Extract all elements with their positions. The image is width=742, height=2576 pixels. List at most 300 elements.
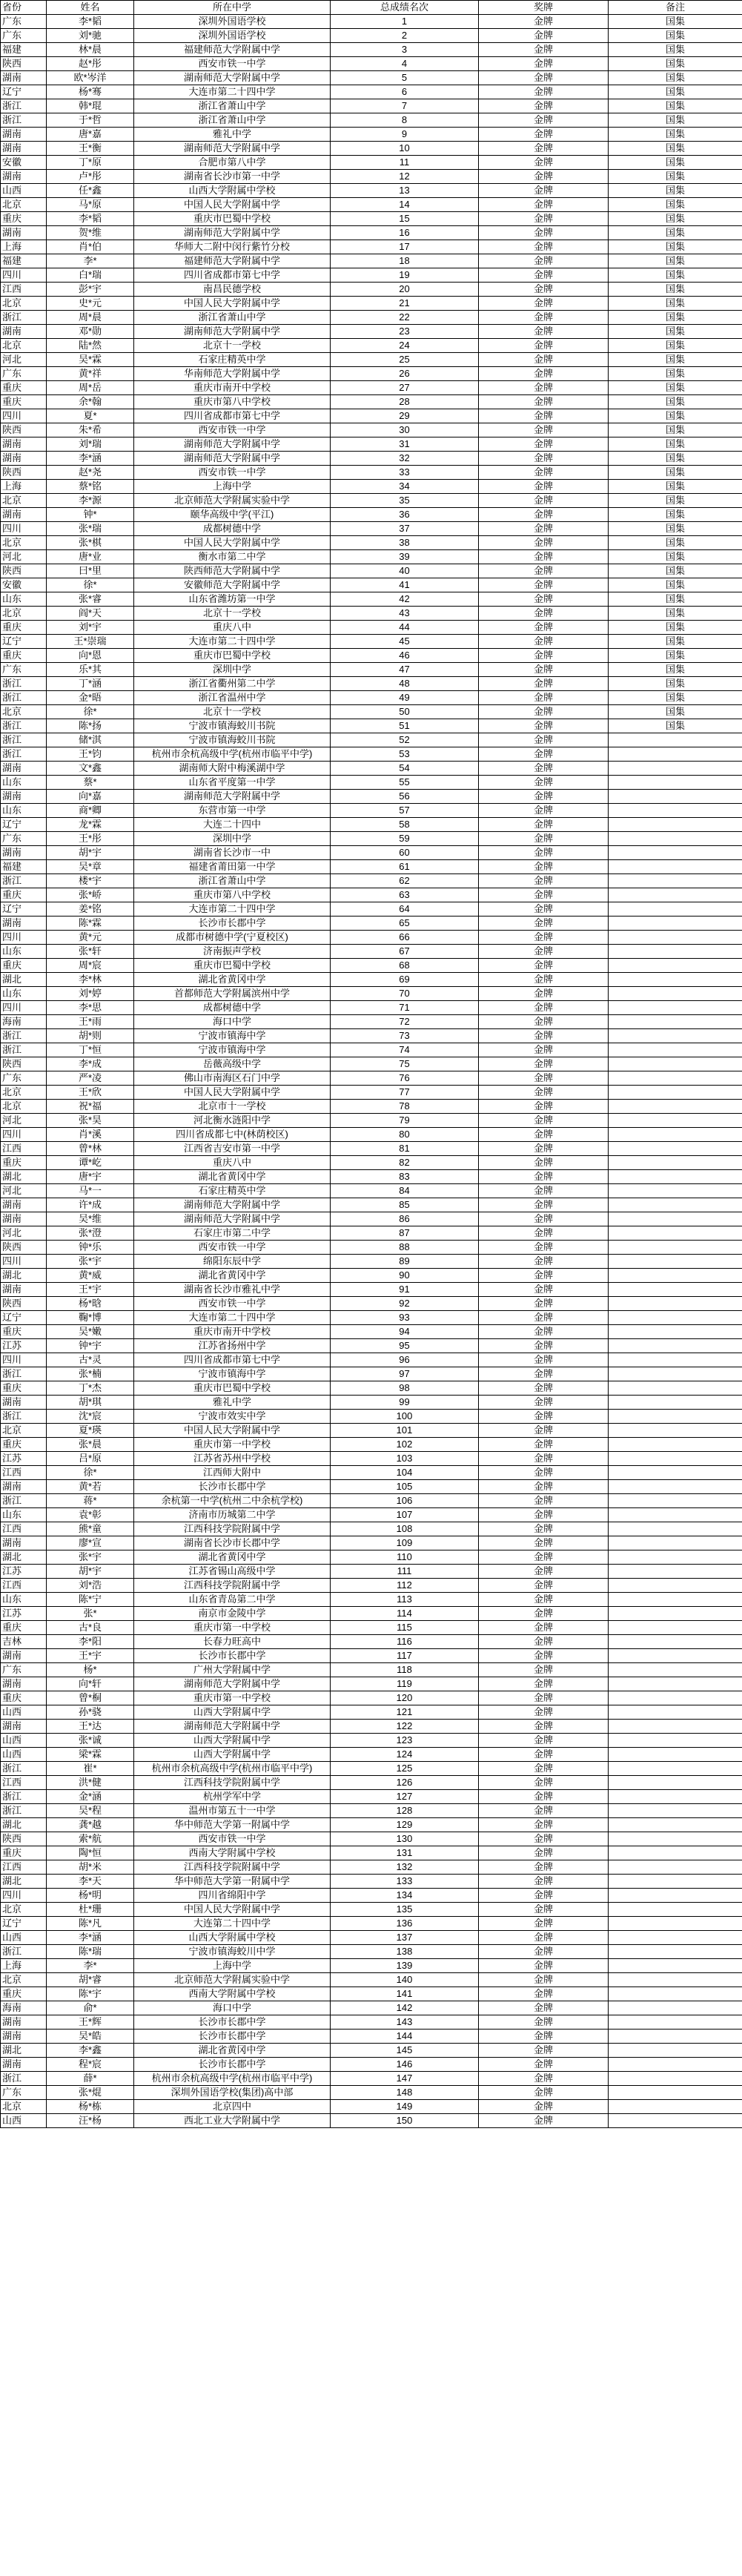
table-row (1, 1691, 742, 1705)
cell-medal: 金牌 (479, 1945, 609, 1959)
cell-rank: 86 (331, 1212, 479, 1226)
cell-province: 河北 (1, 1184, 47, 1198)
cell-rank: 63 (331, 888, 479, 902)
cell-rank: 87 (331, 1226, 479, 1241)
cell-note (609, 1550, 742, 1565)
cell-school: 海口中学 (134, 2001, 331, 2015)
table-row (1, 1226, 742, 1241)
table-row (1, 1480, 742, 1494)
cell-medal: 金牌 (479, 85, 609, 99)
cell-rank: 148 (331, 2086, 479, 2100)
cell-rank: 113 (331, 1593, 479, 1607)
cell-rank: 76 (331, 1071, 479, 1086)
cell-name: 袁*彰 (47, 1508, 134, 1522)
cell-province: 重庆 (1, 212, 47, 226)
cell-rank: 90 (331, 1269, 479, 1283)
cell-note (609, 1212, 742, 1226)
cell-rank: 35 (331, 494, 479, 508)
cell-school: 湖南省长沙市雅礼中学 (134, 1283, 331, 1297)
cell-rank: 45 (331, 635, 479, 649)
cell-medal: 金牌 (479, 804, 609, 818)
cell-school: 江西省吉安市第一中学 (134, 1142, 331, 1156)
cell-note: 国集 (609, 649, 742, 663)
cell-school: 西安市铁一中学 (134, 1832, 331, 1846)
cell-school: 杭州市余杭高级中学(杭州市临平中学) (134, 747, 331, 762)
cell-school: 宁波市效实中学 (134, 1410, 331, 1424)
cell-medal: 金牌 (479, 1410, 609, 1424)
cell-rank: 145 (331, 2044, 479, 2058)
cell-note (609, 1128, 742, 1142)
cell-medal: 金牌 (479, 790, 609, 804)
cell-note (609, 1931, 742, 1945)
cell-school: 广州大学附属中学 (134, 1663, 331, 1677)
cell-note (609, 1959, 742, 1973)
cell-province: 福建 (1, 43, 47, 57)
table-row (1, 1917, 742, 1931)
table-row (1, 1959, 742, 1973)
cell-medal: 金牌 (479, 564, 609, 578)
cell-medal: 金牌 (479, 578, 609, 592)
table-row (1, 762, 742, 776)
cell-name: 钟*宇 (47, 1339, 134, 1353)
cell-province: 湖北 (1, 1170, 47, 1184)
cell-rank: 73 (331, 1029, 479, 1043)
cell-province: 浙江 (1, 113, 47, 128)
cell-note (609, 1015, 742, 1029)
cell-rank: 114 (331, 1607, 479, 1621)
cell-name: 梁*霖 (47, 1748, 134, 1762)
cell-medal: 金牌 (479, 1339, 609, 1353)
cell-province: 山东 (1, 987, 47, 1001)
cell-name: 王*宇 (47, 1649, 134, 1663)
cell-rank: 9 (331, 128, 479, 142)
cell-note (609, 2086, 742, 2100)
cell-province: 广东 (1, 1663, 47, 1677)
cell-school: 浙江省萧山中学 (134, 874, 331, 888)
cell-school: 浙江省萧山中学 (134, 99, 331, 113)
cell-name: 肖*伯 (47, 240, 134, 254)
cell-school: 北京四中 (134, 2100, 331, 2114)
cell-medal: 金牌 (479, 1734, 609, 1748)
cell-rank: 143 (331, 2015, 479, 2030)
cell-province: 湖南 (1, 2058, 47, 2072)
cell-rank: 49 (331, 691, 479, 705)
cell-school: 山西大学附属中学 (134, 1748, 331, 1762)
cell-note (609, 2030, 742, 2044)
cell-rank: 13 (331, 184, 479, 198)
cell-name: 曾*桐 (47, 1691, 134, 1705)
cell-name: 向*嘉 (47, 790, 134, 804)
cell-medal: 金牌 (479, 339, 609, 353)
cell-medal: 金牌 (479, 1973, 609, 1987)
cell-note (609, 1198, 742, 1212)
cell-province: 上海 (1, 480, 47, 494)
table-row (1, 578, 742, 592)
cell-name: 胡*琪 (47, 1396, 134, 1410)
cell-school: 大连市第二十四中学 (134, 635, 331, 649)
cell-note: 国集 (609, 691, 742, 705)
cell-note (609, 2058, 742, 2072)
cell-name: 鞠*博 (47, 1311, 134, 1325)
cell-rank: 84 (331, 1184, 479, 1198)
cell-rank: 5 (331, 71, 479, 85)
cell-medal: 金牌 (479, 1198, 609, 1212)
cell-note (609, 1875, 742, 1889)
cell-note: 国集 (609, 268, 742, 283)
cell-province: 浙江 (1, 1494, 47, 1508)
cell-medal: 金牌 (479, 1071, 609, 1086)
cell-province: 北京 (1, 297, 47, 311)
cell-school: 福建省莆田第一中学 (134, 860, 331, 874)
cell-name: 赵*彤 (47, 57, 134, 71)
cell-name: 李*成 (47, 1057, 134, 1071)
cell-school: 深圳中学 (134, 832, 331, 846)
cell-note (609, 987, 742, 1001)
cell-note (609, 2001, 742, 2015)
cell-name: 乐*其 (47, 663, 134, 677)
cell-rank: 135 (331, 1903, 479, 1917)
cell-name: 龙*霖 (47, 818, 134, 832)
cell-name: 胡*睿 (47, 1973, 134, 1987)
table-row (1, 1734, 742, 1748)
cell-note: 国集 (609, 381, 742, 395)
cell-province: 江西 (1, 1466, 47, 1480)
table-row (1, 1001, 742, 1015)
cell-note (609, 818, 742, 832)
table-row (1, 1607, 742, 1621)
cell-note (609, 1889, 742, 1903)
cell-medal: 金牌 (479, 931, 609, 945)
cell-rank: 116 (331, 1635, 479, 1649)
table-row (1, 1790, 742, 1804)
cell-note (609, 1367, 742, 1381)
table-row (1, 1100, 742, 1114)
cell-school: 北京师范大学附属实验中学 (134, 494, 331, 508)
table-row (1, 1438, 742, 1452)
cell-province: 江苏 (1, 1607, 47, 1621)
table-row (1, 846, 742, 860)
cell-name: 古*灵 (47, 1353, 134, 1367)
cell-name: 李*思 (47, 1001, 134, 1015)
cell-province: 浙江 (1, 99, 47, 113)
cell-name: 李* (47, 1959, 134, 1973)
cell-province: 重庆 (1, 621, 47, 635)
cell-note: 国集 (609, 142, 742, 156)
cell-rank: 23 (331, 325, 479, 339)
cell-school: 宁波市镇海中学 (134, 1043, 331, 1057)
table-row (1, 1860, 742, 1875)
cell-name: 陈*宁 (47, 1593, 134, 1607)
cell-school: 长沙市长郡中学 (134, 2058, 331, 2072)
cell-rank: 132 (331, 1860, 479, 1875)
cell-note (609, 917, 742, 931)
table-row (1, 15, 742, 29)
cell-province: 浙江 (1, 719, 47, 733)
cell-rank: 119 (331, 1677, 479, 1691)
results-table-body (1, 1, 742, 2128)
cell-school: 北京十一学校 (134, 339, 331, 353)
table-row (1, 607, 742, 621)
cell-school: 湖北省黄冈中学 (134, 1269, 331, 1283)
table-row (1, 1720, 742, 1734)
cell-name: 吴*维 (47, 1212, 134, 1226)
cell-note (609, 1043, 742, 1057)
cell-school: 四川省成都市第七中学 (134, 409, 331, 423)
cell-school: 江西科技学院附属中学 (134, 1860, 331, 1875)
cell-province: 广东 (1, 1071, 47, 1086)
table-row (1, 818, 742, 832)
cell-rank: 6 (331, 85, 479, 99)
cell-note (609, 1691, 742, 1705)
cell-school: 湖南省长沙市一中 (134, 846, 331, 860)
table-row (1, 1875, 742, 1889)
table-row (1, 2114, 742, 2128)
cell-note (609, 874, 742, 888)
cell-province: 湖南 (1, 1720, 47, 1734)
table-row (1, 1086, 742, 1100)
cell-medal: 金牌 (479, 1959, 609, 1973)
cell-name: 马*原 (47, 198, 134, 212)
cell-name: 余*翰 (47, 395, 134, 409)
cell-note (609, 832, 742, 846)
cell-rank: 126 (331, 1776, 479, 1790)
cell-note (609, 1579, 742, 1593)
cell-medal: 金牌 (479, 691, 609, 705)
cell-school: 成都市树德中学(宁夏校区) (134, 931, 331, 945)
cell-province: 重庆 (1, 1987, 47, 2001)
cell-rank: 17 (331, 240, 479, 254)
table-row (1, 1325, 742, 1339)
cell-name: 周*岳 (47, 381, 134, 395)
cell-rank: 8 (331, 113, 479, 128)
cell-note (609, 1776, 742, 1790)
cell-name: 夏* (47, 409, 134, 423)
cell-name: 储*淇 (47, 733, 134, 747)
cell-school: 深圳外国语学校(集团)高中部 (134, 2086, 331, 2100)
cell-medal: 金牌 (479, 1832, 609, 1846)
cell-name: 吴*霖 (47, 353, 134, 367)
cell-note (609, 1001, 742, 1015)
cell-rank: 24 (331, 339, 479, 353)
cell-note (609, 1635, 742, 1649)
table-row (1, 663, 742, 677)
cell-province: 北京 (1, 198, 47, 212)
table-row (1, 1452, 742, 1466)
table-row (1, 1818, 742, 1832)
table-row (1, 1339, 742, 1353)
cell-medal: 金牌 (479, 1705, 609, 1720)
cell-rank: 15 (331, 212, 479, 226)
cell-medal: 金牌 (479, 226, 609, 240)
cell-note (609, 1607, 742, 1621)
cell-rank: 52 (331, 733, 479, 747)
cell-note: 国集 (609, 635, 742, 649)
cell-medal: 金牌 (479, 649, 609, 663)
cell-note (609, 1142, 742, 1156)
cell-province: 浙江 (1, 1804, 47, 1818)
cell-name: 张*澄 (47, 1226, 134, 1241)
cell-rank: 19 (331, 268, 479, 283)
cell-school: 浙江省温州中学 (134, 691, 331, 705)
table-row (1, 43, 742, 57)
cell-name: 向*恩 (47, 649, 134, 663)
cell-medal: 金牌 (479, 522, 609, 536)
cell-province: 江苏 (1, 1339, 47, 1353)
cell-school: 重庆市第一中学校 (134, 1438, 331, 1452)
table-row (1, 1043, 742, 1057)
cell-name: 唐*宇 (47, 1170, 134, 1184)
cell-rank: 21 (331, 297, 479, 311)
table-row (1, 790, 742, 804)
table-row (1, 1931, 742, 1945)
cell-rank: 110 (331, 1550, 479, 1565)
table-row (1, 1269, 742, 1283)
cell-school: 江西科技学院附属中学 (134, 1522, 331, 1536)
cell-medal: 金牌 (479, 1903, 609, 1917)
cell-note: 国集 (609, 15, 742, 29)
cell-rank: 94 (331, 1325, 479, 1339)
cell-school: 大连市第二十四中学 (134, 1311, 331, 1325)
cell-note: 国集 (609, 452, 742, 466)
cell-province: 四川 (1, 1255, 47, 1269)
cell-rank: 123 (331, 1734, 479, 1748)
table-row (1, 1649, 742, 1663)
cell-rank: 26 (331, 367, 479, 381)
cell-province: 陕西 (1, 1241, 47, 1255)
table-row (1, 1677, 742, 1691)
cell-rank: 27 (331, 381, 479, 395)
table-row (1, 1846, 742, 1860)
cell-province: 重庆 (1, 649, 47, 663)
table-row (1, 1494, 742, 1508)
cell-note (609, 2044, 742, 2058)
cell-note (609, 1381, 742, 1396)
cell-province: 海南 (1, 1015, 47, 1029)
cell-medal: 金牌 (479, 1438, 609, 1452)
cell-name: 肖*溪 (47, 1128, 134, 1142)
cell-province: 湖南 (1, 508, 47, 522)
cell-rank: 85 (331, 1198, 479, 1212)
cell-school: 宁波市镇海蛟川书院 (134, 719, 331, 733)
cell-school: 大连市第二十四中学 (134, 902, 331, 917)
cell-note (609, 1494, 742, 1508)
cell-medal: 金牌 (479, 2001, 609, 2015)
cell-note (609, 1241, 742, 1255)
cell-school: 湖南师范大学附属中学 (134, 1212, 331, 1226)
cell-rank: 64 (331, 902, 479, 917)
cell-rank: 79 (331, 1114, 479, 1128)
cell-note (609, 973, 742, 987)
cell-name: 吴*皓 (47, 2030, 134, 2044)
cell-rank: 118 (331, 1663, 479, 1677)
cell-name: 索*航 (47, 1832, 134, 1846)
cell-school: 雅礼中学 (134, 1396, 331, 1410)
table-row (1, 1832, 742, 1846)
cell-school: 四川省成都市第七中学 (134, 268, 331, 283)
cell-province: 湖南 (1, 2015, 47, 2030)
cell-name: 徐* (47, 578, 134, 592)
cell-school: 长沙市长郡中学 (134, 1480, 331, 1494)
cell-province: 广东 (1, 832, 47, 846)
cell-school: 湖北省黄冈中学 (134, 2044, 331, 2058)
cell-medal: 金牌 (479, 1565, 609, 1579)
cell-note: 国集 (609, 395, 742, 409)
cell-name: 卢*彤 (47, 170, 134, 184)
cell-name: 于*哲 (47, 113, 134, 128)
cell-rank: 83 (331, 1170, 479, 1184)
cell-province: 北京 (1, 339, 47, 353)
cell-province: 湖南 (1, 1677, 47, 1691)
table-row (1, 170, 742, 184)
cell-province: 江西 (1, 1860, 47, 1875)
cell-province: 重庆 (1, 381, 47, 395)
cell-rank: 36 (331, 508, 479, 522)
table-row (1, 1508, 742, 1522)
cell-province: 河北 (1, 1114, 47, 1128)
cell-province: 湖南 (1, 1198, 47, 1212)
cell-name: 杨*栋 (47, 2100, 134, 2114)
cell-name: 张*宇 (47, 1550, 134, 1565)
cell-rank: 37 (331, 522, 479, 536)
header-row (1, 1, 742, 15)
cell-note (609, 1438, 742, 1452)
cell-note (609, 1860, 742, 1875)
cell-medal: 金牌 (479, 1325, 609, 1339)
table-row (1, 1353, 742, 1367)
table-row (1, 691, 742, 705)
cell-name: 李*源 (47, 494, 134, 508)
cell-name: 马*一 (47, 1184, 134, 1198)
cell-rank: 38 (331, 536, 479, 550)
cell-school: 江苏省扬州中学 (134, 1339, 331, 1353)
table-row (1, 99, 742, 113)
cell-note (609, 1086, 742, 1100)
cell-medal: 金牌 (479, 550, 609, 564)
cell-school: 华南师范大学附属中学 (134, 367, 331, 381)
cell-rank: 137 (331, 1931, 479, 1945)
cell-medal: 金牌 (479, 607, 609, 621)
cell-name: 张*轩 (47, 945, 134, 959)
cell-province: 重庆 (1, 1438, 47, 1452)
cell-rank: 58 (331, 818, 479, 832)
cell-note: 国集 (609, 212, 742, 226)
cell-medal: 金牌 (479, 508, 609, 522)
cell-province: 四川 (1, 1889, 47, 1903)
table-row (1, 1776, 742, 1790)
cell-rank: 131 (331, 1846, 479, 1860)
cell-medal: 金牌 (479, 1255, 609, 1269)
table-row (1, 1410, 742, 1424)
cell-medal: 金牌 (479, 142, 609, 156)
cell-note (609, 1832, 742, 1846)
cell-rank: 28 (331, 395, 479, 409)
cell-province: 北京 (1, 705, 47, 719)
cell-medal: 金牌 (479, 1142, 609, 1156)
cell-province: 广东 (1, 29, 47, 43)
cell-medal: 金牌 (479, 2044, 609, 2058)
table-row (1, 832, 742, 846)
cell-school: 湖南师范大学附属中学 (134, 1677, 331, 1691)
cell-note (609, 902, 742, 917)
cell-note (609, 860, 742, 874)
cell-rank: 47 (331, 663, 479, 677)
cell-name: 丁*恒 (47, 1043, 134, 1057)
table-row (1, 240, 742, 254)
cell-school: 湖南省长沙市长郡中学 (134, 1536, 331, 1550)
cell-rank: 29 (331, 409, 479, 423)
cell-medal: 金牌 (479, 2058, 609, 2072)
cell-province: 安徽 (1, 156, 47, 170)
